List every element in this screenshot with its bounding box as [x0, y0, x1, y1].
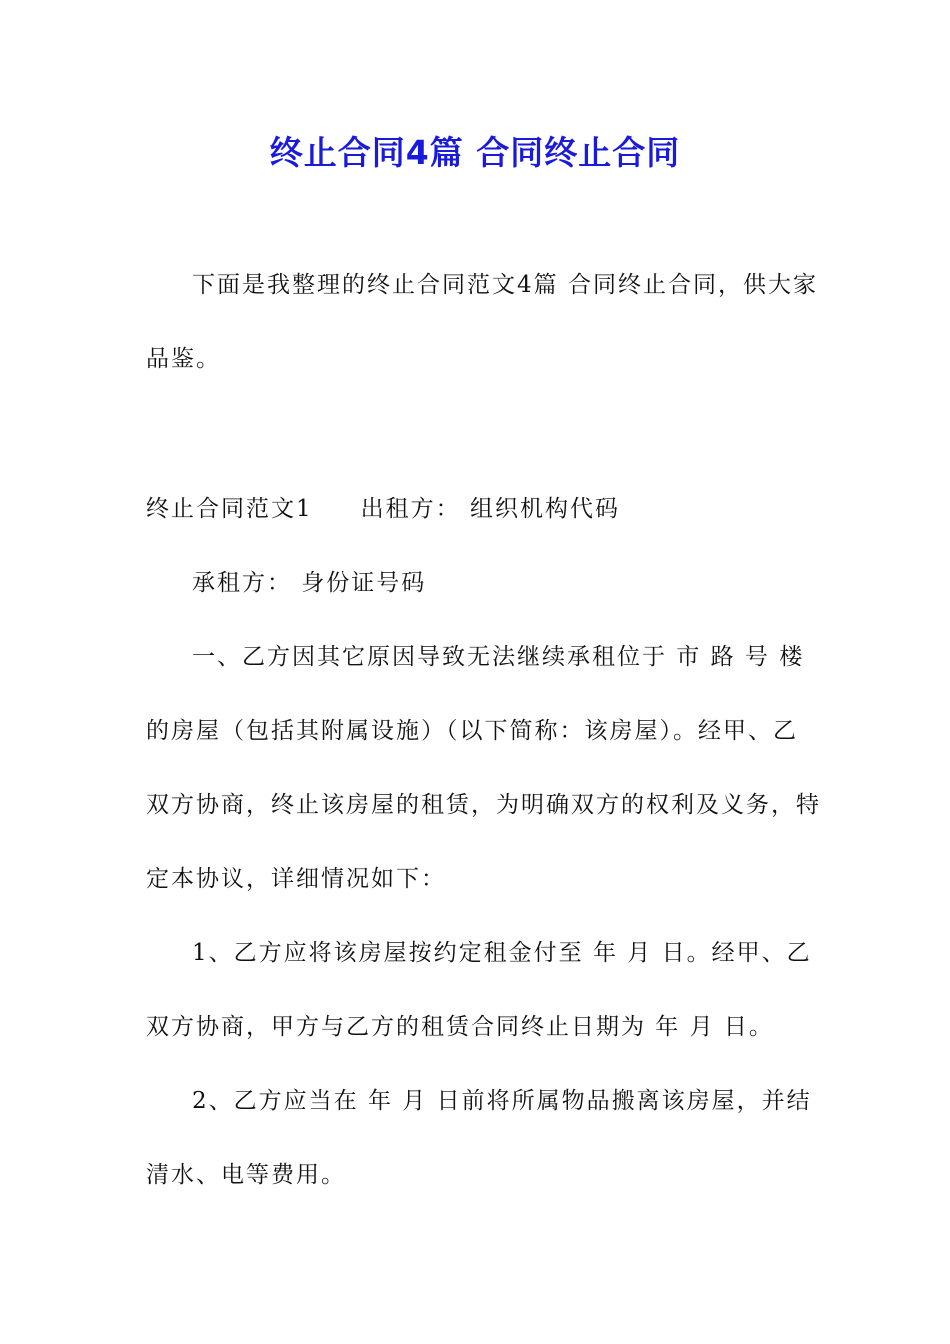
document-title: 终止合同4篇 合同终止合同 [269, 133, 681, 172]
lessor-label: 出租方： 组织机构代码 [360, 496, 620, 522]
lessee-label: 承租方： 身份证号码 [192, 570, 427, 596]
section-heading: 终止合同范文1 [146, 496, 313, 522]
clause1-line-1: 一、乙方因其它原因导致无法继续承租位于 市 路 号 楼 [192, 644, 805, 670]
intro-paragraph [146, 248, 818, 396]
item1-line-2: 双方协商，甲方与乙方的租赁合同终止日期为 年 月 日。 [146, 1014, 774, 1040]
intro-line-1: 下面是我整理的终止合同范文4篇 合同终止合同，供大家 [192, 272, 818, 298]
item2-line-1: 2、乙方应当在 年 月 日前将所属物品搬离该房屋，并结 [192, 1088, 812, 1114]
clause1-line-4: 定本协议，详细情况如下： [146, 866, 446, 892]
item1-line-1: 1、乙方应将该房屋按约定租金付至 年 月 日。经甲、乙 [192, 940, 812, 966]
clause1-line-2: 的房屋（包括其附属设施）（以下简称：该房屋）。经甲、乙 [146, 718, 798, 744]
item2-line-2: 清水、电等费用。 [146, 1162, 346, 1188]
section-heading-line [146, 472, 806, 546]
clause1-line-3: 双方协商，终止该房屋的租赁，为明确双方的权利及义务，特 [146, 792, 821, 818]
contract-sample-1 [146, 472, 821, 1212]
intro-line-2: 品鉴。 [146, 346, 221, 372]
